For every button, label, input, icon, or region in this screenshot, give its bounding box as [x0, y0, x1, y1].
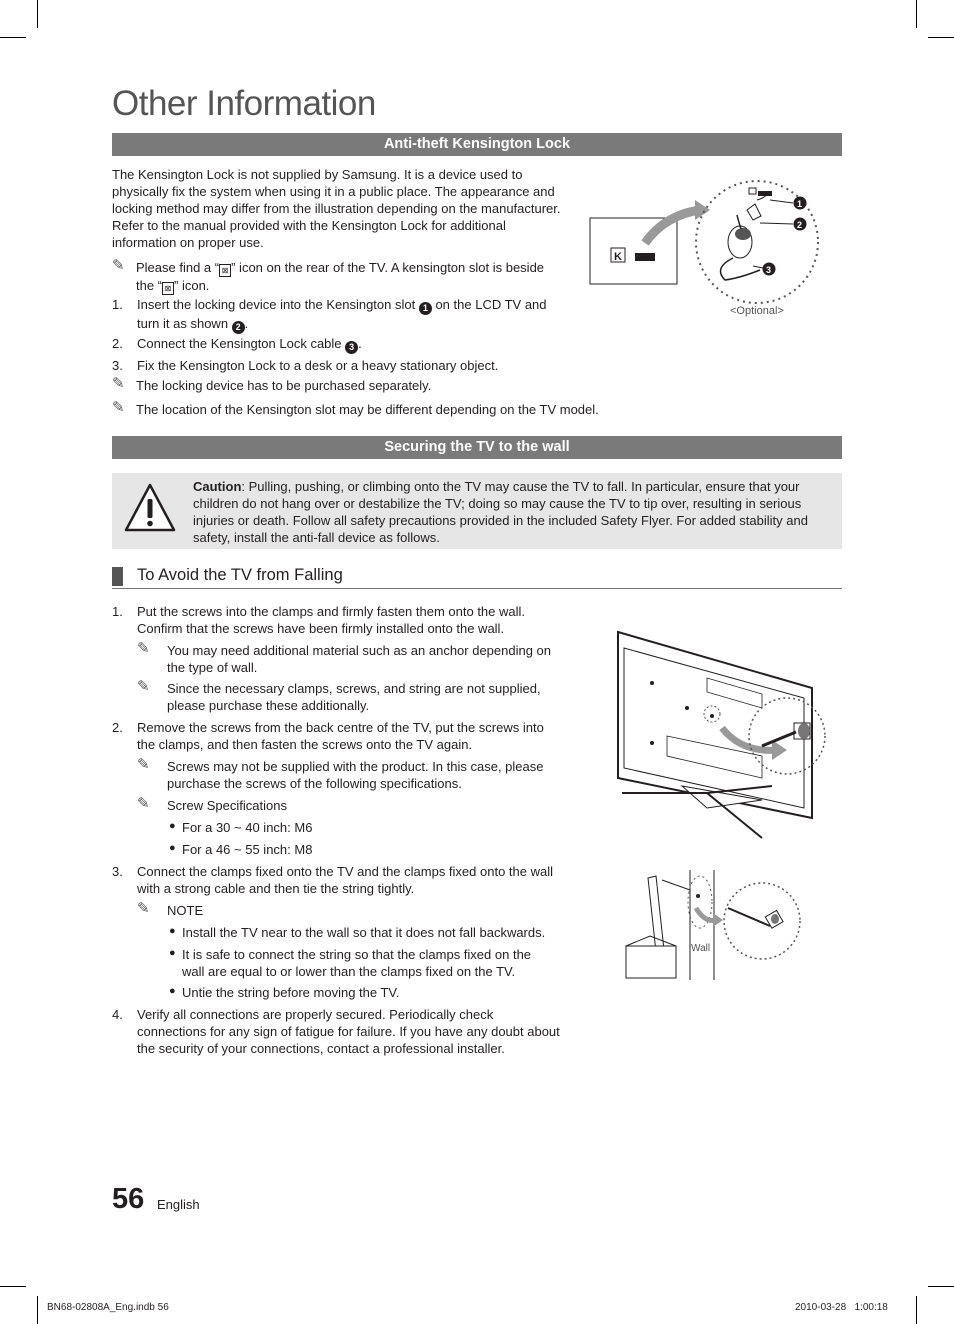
intro-line: locking method may differ from the illustration depending on the manufacturer.	[112, 201, 561, 216]
crop-mark	[37, 1296, 38, 1324]
callout-2-label: 2	[797, 220, 803, 230]
note-text: ” icon on the rear of the TV. A kensington slot is beside	[231, 260, 545, 275]
crop-mark	[37, 0, 38, 28]
intro-line: information on proper use.	[112, 235, 264, 250]
spec-item: For a 30 ~ 40 inch: M6	[182, 820, 313, 835]
step-line: Remove the screws from the back centre of the TV, put the screws into	[137, 720, 544, 735]
wall-step-2	[137, 719, 544, 753]
pencil-note-icon: ✎	[137, 756, 150, 773]
note-item: Untie the string before moving the TV.	[182, 985, 400, 1000]
footer-left: BN68-02808A_Eng.indb 56	[47, 1302, 169, 1313]
step-number: 3.	[112, 864, 123, 879]
intro-line: Refer to the manual provided with the Kensington Lock for additional	[112, 218, 506, 233]
wall-step-1	[137, 603, 525, 637]
page-number: 56	[112, 1183, 145, 1215]
step-line: the clamps, and then fasten the screws onto the TV again.	[137, 737, 473, 752]
bullet-icon: ●	[169, 842, 176, 854]
wall-step-3	[137, 863, 553, 897]
bullet-icon: ●	[169, 947, 176, 959]
pencil-note-icon: ✎	[137, 678, 150, 695]
pencil-note-icon: ✎	[112, 257, 125, 274]
section-heading-kensington: Anti-theft Kensington Lock	[112, 133, 842, 156]
kensington-note-2: The locking device has to be purchased separately.	[136, 378, 432, 393]
pencil-note-icon: ✎	[112, 399, 125, 416]
subheading-label: To Avoid the TV from Falling	[137, 566, 343, 584]
kensington-step-3: Fix the Kensington Lock to a desk or a heavy stationary object.	[137, 358, 499, 373]
callout-3-icon: 3	[345, 341, 358, 354]
wall-label: Wall	[691, 943, 711, 954]
note-line: please purchase these additionally.	[167, 698, 370, 713]
wall-step-4	[137, 1006, 560, 1057]
step-text: .	[358, 336, 362, 351]
step-text: Insert the locking device into the Kensington slot	[137, 297, 419, 312]
step-number: 2.	[112, 720, 123, 735]
figure-caption: <Optional>	[730, 305, 784, 317]
caution-line: children do not hang over or destabilize the TV; doing so may cause the TV to tip over, resulting in serious	[193, 496, 802, 511]
kensington-intro	[112, 166, 561, 251]
note-line: It is safe to connect the string so that the clamps fixed on the	[182, 947, 532, 962]
k-symbol: K	[614, 251, 622, 263]
page-title: Other Information	[112, 84, 376, 123]
crop-mark	[916, 1296, 917, 1324]
kensington-step-1	[137, 296, 547, 334]
step-number: 1.	[112, 297, 123, 312]
crop-mark	[0, 1286, 26, 1287]
bullet-icon: ●	[169, 925, 176, 937]
crop-mark	[916, 0, 917, 28]
intro-line: The Kensington Lock is not supplied by Samsung. It is a device used to	[112, 167, 523, 182]
wall-note	[167, 758, 543, 792]
subheading	[112, 565, 842, 589]
callout-2-icon: 2	[232, 321, 245, 334]
step-line: connections for any sign of fatigue for failure. If you have any doubt about	[137, 1024, 560, 1039]
kensington-icon: ⊠	[219, 264, 231, 277]
caution-line: : Pulling, pushing, or climbing onto the TV may cause the TV to fall. In particular, ensure that your	[241, 479, 800, 494]
kensington-note-1	[136, 259, 544, 295]
note-item: Install the TV near to the wall so that it does not fall backwards.	[182, 925, 546, 940]
step-text: turn it as shown	[137, 316, 232, 331]
caution-label: Caution	[193, 479, 242, 494]
step-number: 4.	[112, 1007, 123, 1022]
warning-icon	[123, 482, 177, 534]
kensington-note-3: The location of the Kensington slot may be different depending on the TV model.	[136, 402, 599, 417]
crop-mark	[928, 37, 954, 38]
crop-mark	[928, 1286, 954, 1287]
step-number: 2.	[112, 336, 123, 351]
wall-note	[167, 680, 541, 714]
wall-note: Screw Specifications	[167, 798, 287, 813]
spec-item: For a 46 ~ 55 inch: M8	[182, 842, 313, 857]
step-number: 3.	[112, 358, 123, 373]
wall-clamp-illustration	[620, 868, 810, 983]
step-line: Put the screws into the clamps and firmly fasten them onto the wall.	[137, 604, 526, 619]
caution-line: injuries or death. Follow all safety precautions provided in the included Safety Flyer. For added stability and	[193, 513, 808, 528]
crop-mark	[0, 37, 26, 38]
step-line: the security of your connections, contact a professional installer.	[137, 1041, 505, 1056]
pencil-note-icon: ✎	[137, 900, 150, 917]
section-heading-wall: Securing the TV to the wall	[112, 436, 842, 459]
step-number: 1.	[112, 604, 123, 619]
note-line: purchase the screws of the following specifications.	[167, 776, 462, 791]
pencil-note-icon: ✎	[137, 795, 150, 812]
caution-line: safety, install the anti-fall device as follows.	[193, 530, 440, 545]
step-line: Confirm that the screws have been firmly installed onto the wall.	[137, 621, 505, 636]
note-line: the type of wall.	[167, 660, 258, 675]
wall-note	[167, 642, 551, 676]
kensington-icon: ⊠	[162, 282, 174, 295]
note-text: ” icon.	[174, 278, 210, 293]
note-line: Since the necessary clamps, screws, and string are not supplied,	[167, 681, 541, 696]
step-line: Verify all connections are properly secured. Periodically check	[137, 1007, 494, 1022]
step-line: Connect the clamps fixed onto the TV and the clamps fixed onto the wall	[137, 864, 553, 879]
step-text: Connect the Kensington Lock cable	[137, 336, 346, 351]
note-text: Please find a “	[136, 260, 220, 275]
kensington-step-2	[137, 335, 362, 354]
note-item	[182, 946, 531, 980]
step-text: .	[244, 316, 249, 331]
subheading-marker	[112, 567, 123, 586]
caution-text	[193, 478, 833, 546]
intro-line: physically fix the system when using it in a public place. The appearance and	[112, 184, 555, 199]
footer-right: 2010-03-28 1:00:18	[795, 1302, 888, 1313]
note-line: You may need additional material such as an anchor depending on	[167, 643, 552, 658]
callout-3-label: 3	[766, 265, 772, 275]
pencil-note-icon: ✎	[112, 375, 125, 392]
note-text: the “	[136, 278, 163, 293]
bullet-icon: ●	[169, 985, 176, 997]
pencil-note-icon: ✎	[137, 640, 150, 657]
note-label: NOTE	[167, 903, 204, 918]
note-line: wall are equal to or lower than the clamps fixed on the TV.	[182, 964, 516, 979]
step-line: with a strong cable and then tie the string tightly.	[137, 881, 415, 896]
callout-1-icon: 1	[419, 302, 432, 315]
tv-back-illustration	[612, 628, 832, 848]
bullet-icon: ●	[169, 820, 176, 832]
language-label: English	[157, 1197, 200, 1212]
note-line: Screws may not be supplied with the product. In this case, please	[167, 759, 544, 774]
callout-1-label: 1	[797, 199, 803, 209]
caution-box	[112, 473, 842, 549]
kensington-lock-illustration	[585, 170, 825, 325]
step-text: on the LCD TV and	[431, 297, 547, 312]
